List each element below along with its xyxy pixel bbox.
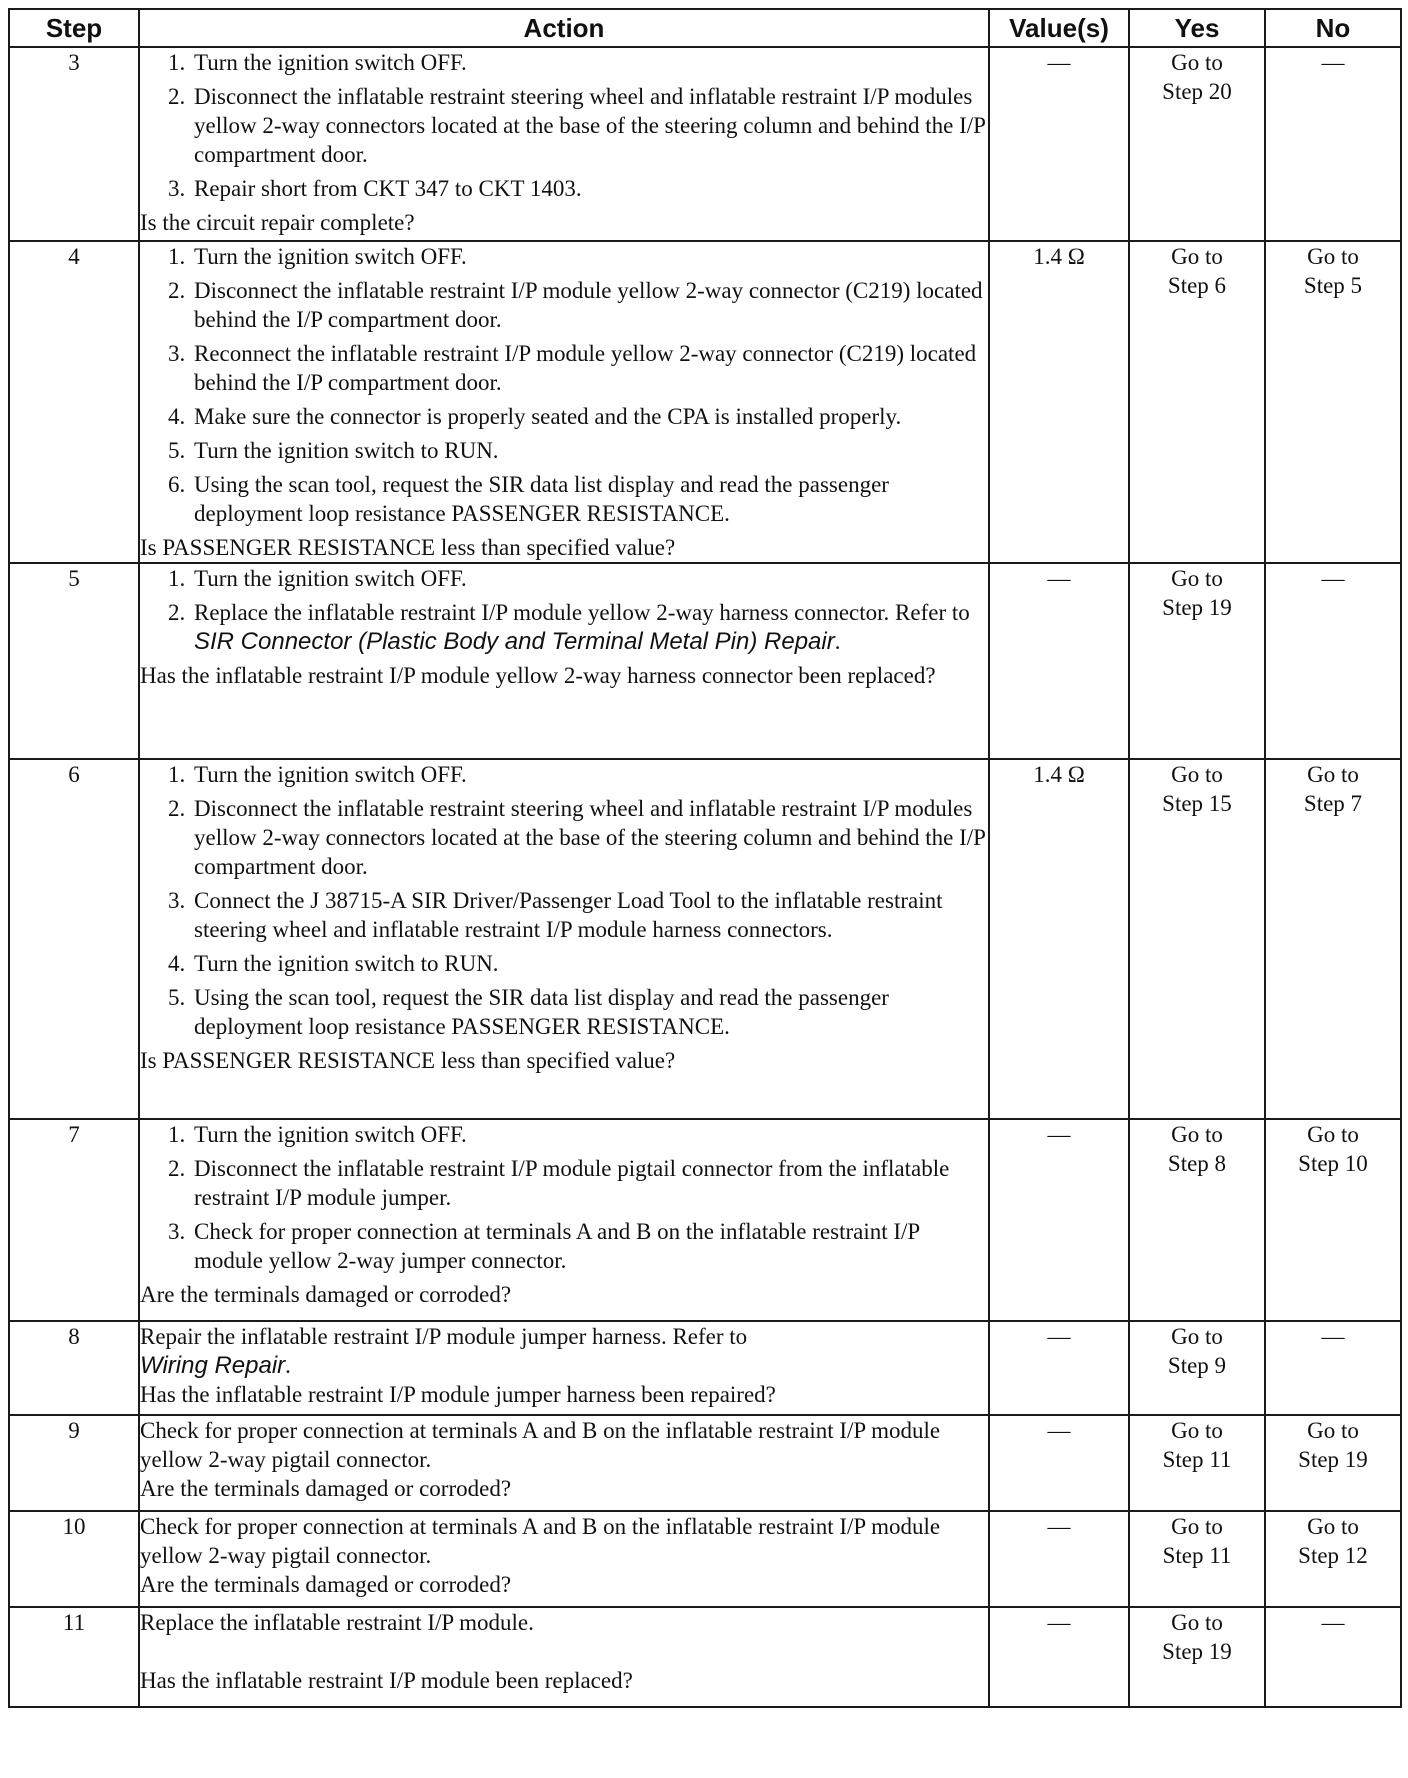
table-row [9, 1415, 1401, 1511]
item-text: Turn the ignition switch OFF. [194, 566, 467, 591]
step-number: 11 [9, 1607, 139, 1707]
yes-step: Step 9 [1167, 1353, 1227, 1378]
table-row [9, 241, 1401, 563]
step-number: 10 [9, 1511, 139, 1607]
yes-goto: Go to [1171, 50, 1223, 75]
step-number: 4 [9, 241, 139, 563]
table-row [9, 759, 1401, 1119]
yes-goto: Go to [1171, 1418, 1223, 1443]
value-cell: — [989, 1321, 1129, 1415]
list-item [168, 1120, 988, 1149]
no-step: Step 5 [1303, 273, 1363, 298]
item-number: 3. [168, 888, 186, 913]
no-step: Step 19 [1298, 1447, 1368, 1472]
list-item [168, 470, 988, 528]
yes-step: Step 15 [1162, 791, 1232, 816]
question-text: Has the inflatable restraint I/P module been replaced? [140, 1668, 633, 1693]
yes-cell [1129, 241, 1265, 563]
step-number: 7 [9, 1119, 139, 1321]
item-tail: . [834, 629, 841, 654]
yes-cell [1129, 47, 1265, 241]
no-step: Step 12 [1298, 1543, 1368, 1568]
question-text: Has the inflatable restraint I/P module jumper harness been repaired? [140, 1382, 776, 1407]
table-header-row [9, 9, 1401, 47]
item-number: 2. [168, 600, 186, 625]
question-text: Is PASSENGER RESISTANCE less than specified value? [140, 535, 676, 560]
list-item [168, 174, 988, 203]
list-item [168, 760, 988, 789]
no-goto: Go to [1307, 1514, 1359, 1539]
yes-step: Step 19 [1162, 595, 1232, 620]
header-action: Action [139, 9, 989, 47]
item-number: 4. [168, 951, 186, 976]
yes-step: Step 8 [1167, 1151, 1227, 1176]
item-number: 4. [168, 404, 186, 429]
no-cell [1265, 759, 1401, 1119]
list-item [168, 242, 988, 271]
list-item [168, 949, 988, 978]
yes-goto: Go to [1171, 1122, 1223, 1147]
value-cell: — [989, 47, 1129, 241]
value-cell: — [989, 1607, 1129, 1707]
no-cell [1265, 1607, 1401, 1707]
question-text: Has the inflatable restraint I/P module yellow 2-way harness connector been replaced? [140, 663, 936, 688]
action-cell [139, 1119, 989, 1321]
item-text: Disconnect the inflatable restraint steering wheel and inflatable restraint I/P modules yellow 2-way connectors located at the base of the steering column and behind the I/P compartment door. [194, 84, 986, 167]
action-text: Check for proper connection at terminals A and B on the inflatable restraint I/P module yellow 2-way pigtail connector. [140, 1514, 941, 1568]
item-number: 1. [168, 1122, 186, 1147]
item-number: 3. [168, 1219, 186, 1244]
no-step: Step 7 [1303, 791, 1363, 816]
question-text: Is PASSENGER RESISTANCE less than specified value? [140, 1048, 676, 1073]
item-text: Reconnect the inflatable restraint I/P module yellow 2-way connector (C219) located behind the I/P compartment door. [194, 341, 977, 395]
yes-step: Step 19 [1162, 1639, 1232, 1664]
table-row [9, 1607, 1401, 1707]
item-text: Turn the ignition switch OFF. [194, 50, 467, 75]
header-yes: Yes [1129, 9, 1265, 47]
yes-step: Step 6 [1167, 273, 1227, 298]
item-number: 2. [168, 84, 186, 109]
no-cell [1265, 1321, 1401, 1415]
question-text: Are the terminals damaged or corroded? [140, 1476, 512, 1501]
no-goto: — [1321, 1610, 1345, 1635]
no-goto: Go to [1307, 244, 1359, 269]
header-values: Value(s) [989, 9, 1129, 47]
list-item [168, 402, 988, 431]
item-number: 1. [168, 244, 186, 269]
action-text: Replace the inflatable restraint I/P module. [140, 1610, 534, 1635]
action-cell [139, 1511, 989, 1607]
item-text: Using the scan tool, request the SIR data list display and read the passenger deployment loop resistance PASSENGER RESISTANCE. [194, 472, 889, 526]
question-text: Is the circuit repair complete? [140, 210, 415, 235]
reference-link[interactable]: Wiring Repair [140, 1352, 286, 1379]
list-item [168, 598, 988, 656]
yes-goto: Go to [1171, 1324, 1223, 1349]
value-cell: — [989, 563, 1129, 759]
action-cell [139, 1415, 989, 1511]
reference-link[interactable]: SIR Connector (Plastic Body and Terminal Metal Pin) Repair [194, 628, 835, 655]
yes-cell [1129, 1607, 1265, 1707]
item-number: 6. [168, 472, 186, 497]
no-cell [1265, 1119, 1401, 1321]
item-text: Disconnect the inflatable restraint I/P module yellow 2-way connector (C219) located behind the I/P compartment door. [194, 278, 983, 332]
list-item [168, 339, 988, 397]
header-step: Step [9, 9, 139, 47]
value-cell: — [989, 1415, 1129, 1511]
no-cell [1265, 1511, 1401, 1607]
action-text: Check for proper connection at terminals A and B on the inflatable restraint I/P module yellow 2-way pigtail connector. [140, 1418, 941, 1472]
action-cell [139, 563, 989, 759]
no-cell [1265, 563, 1401, 759]
item-text: Disconnect the inflatable restraint steering wheel and inflatable restraint I/P modules yellow 2-way connectors located at the base of the steering column and behind the I/P compartment door. [194, 796, 986, 879]
action-cell [139, 759, 989, 1119]
yes-goto: Go to [1171, 1610, 1223, 1635]
action-cell [139, 47, 989, 241]
yes-cell [1129, 1415, 1265, 1511]
diagnostic-page [8, 8, 1400, 1708]
table-row [9, 1119, 1401, 1321]
list-item [168, 276, 988, 334]
question-text: Are the terminals damaged or corroded? [140, 1282, 512, 1307]
item-text: Connect the J 38715-A SIR Driver/Passenger Load Tool to the inflatable restraint steering wheel and inflatable restraint I/P module harness connectors. [194, 888, 943, 942]
header-no: No [1265, 9, 1401, 47]
no-step: Step 10 [1298, 1151, 1368, 1176]
value-cell: — [989, 1119, 1129, 1321]
item-number: 5. [168, 438, 186, 463]
item-text: Turn the ignition switch OFF. [194, 244, 467, 269]
step-number: 5 [9, 563, 139, 759]
step-number: 6 [9, 759, 139, 1119]
ref-tail: . [285, 1353, 291, 1378]
item-text: Check for proper connection at terminals A and B on the inflatable restraint I/P module yellow 2-way jumper connector. [194, 1219, 920, 1273]
step-number: 3 [9, 47, 139, 241]
yes-cell [1129, 1511, 1265, 1607]
value-cell: — [989, 1511, 1129, 1607]
yes-step: Step 11 [1162, 1543, 1232, 1568]
no-goto: Go to [1307, 762, 1359, 787]
item-number: 3. [168, 341, 186, 366]
value-cell: 1.4 Ω [989, 759, 1129, 1119]
list-item [168, 48, 988, 77]
item-text: Turn the ignition switch to RUN. [194, 951, 499, 976]
item-number: 1. [168, 762, 186, 787]
item-number: 2. [168, 796, 186, 821]
item-text: Turn the ignition switch OFF. [194, 1122, 467, 1147]
no-goto: — [1321, 566, 1345, 591]
action-text: Repair the inflatable restraint I/P module jumper harness. Refer to [140, 1324, 748, 1349]
yes-goto: Go to [1171, 1514, 1223, 1539]
item-text: Make sure the connector is properly seated and the CPA is installed properly. [194, 404, 902, 429]
list-item [168, 794, 988, 881]
no-goto: Go to [1307, 1122, 1359, 1147]
yes-cell [1129, 1321, 1265, 1415]
list-item [168, 1154, 988, 1212]
no-goto: Go to [1307, 1418, 1359, 1443]
no-cell [1265, 241, 1401, 563]
no-goto: — [1321, 1324, 1345, 1349]
item-number: 1. [168, 566, 186, 591]
table-row [9, 563, 1401, 759]
yes-goto: Go to [1171, 566, 1223, 591]
yes-step: Step 11 [1162, 1447, 1232, 1472]
item-text: Turn the ignition switch to RUN. [194, 438, 499, 463]
item-text: Replace the inflatable restraint I/P module yellow 2-way harness connector. Refer to [194, 600, 970, 625]
list-item [168, 436, 988, 465]
action-cell [139, 241, 989, 563]
action-cell [139, 1607, 989, 1707]
table-row [9, 47, 1401, 241]
no-cell [1265, 47, 1401, 241]
diagnostic-table [8, 8, 1402, 1708]
step-number: 9 [9, 1415, 139, 1511]
item-number: 5. [168, 985, 186, 1010]
yes-goto: Go to [1171, 244, 1223, 269]
table-row [9, 1321, 1401, 1415]
item-number: 2. [168, 278, 186, 303]
yes-cell [1129, 563, 1265, 759]
question-text: Are the terminals damaged or corroded? [140, 1572, 512, 1597]
yes-cell [1129, 759, 1265, 1119]
item-text: Disconnect the inflatable restraint I/P module pigtail connector from the inflatable restraint I/P module jumper. [194, 1156, 950, 1210]
list-item [168, 983, 988, 1041]
list-item [168, 82, 988, 169]
item-text: Turn the ignition switch OFF. [194, 762, 467, 787]
list-item [168, 886, 988, 944]
step-number: 8 [9, 1321, 139, 1415]
item-number: 2. [168, 1156, 186, 1181]
action-cell [139, 1321, 989, 1415]
yes-step: Step 20 [1162, 79, 1232, 104]
item-number: 1. [168, 50, 186, 75]
yes-goto: Go to [1171, 762, 1223, 787]
table-row [9, 1511, 1401, 1607]
list-item [168, 1217, 988, 1275]
item-text: Using the scan tool, request the SIR data list display and read the passenger deployment loop resistance PASSENGER RESISTANCE. [194, 985, 889, 1039]
no-goto: — [1321, 50, 1345, 75]
yes-cell [1129, 1119, 1265, 1321]
value-cell: 1.4 Ω [989, 241, 1129, 563]
list-item [168, 564, 988, 593]
item-number: 3. [168, 176, 186, 201]
item-text: Repair short from CKT 347 to CKT 1403. [194, 176, 582, 201]
no-cell [1265, 1415, 1401, 1511]
